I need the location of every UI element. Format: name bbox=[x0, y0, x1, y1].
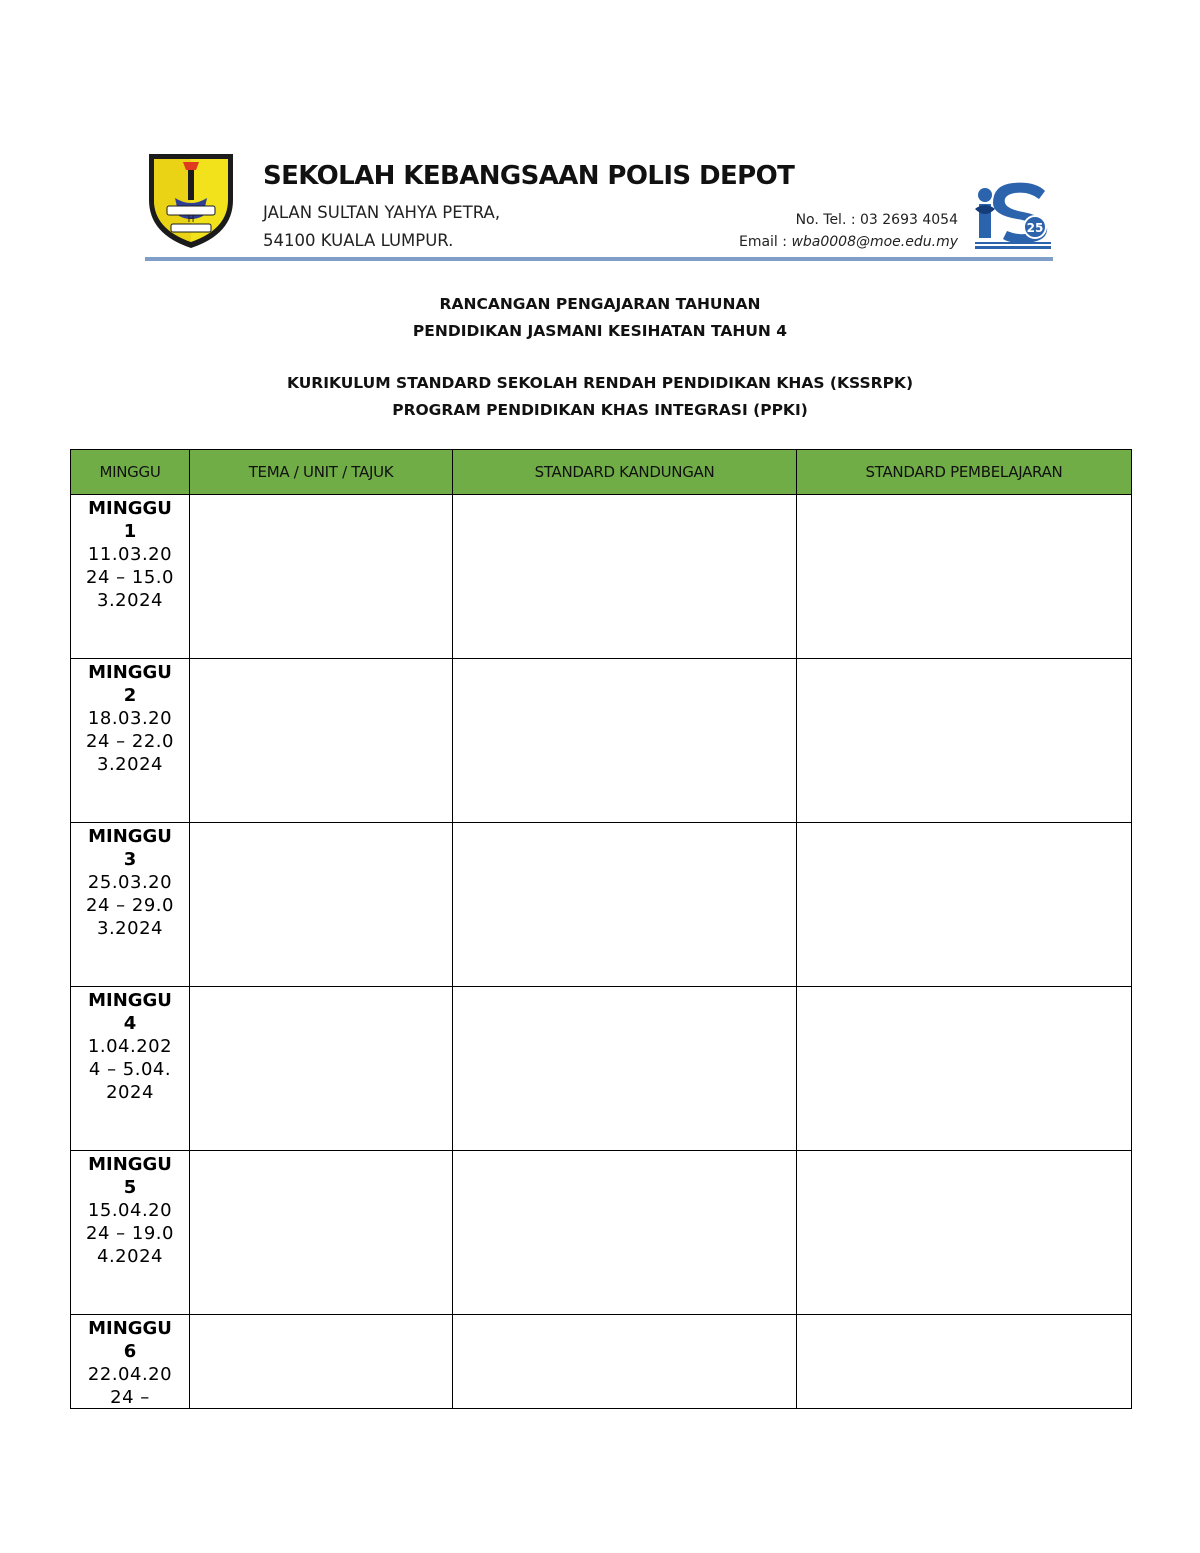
table-row bbox=[71, 495, 1132, 659]
address-line-2: 54100 KUALA LUMPUR. bbox=[263, 231, 454, 250]
week-label: MINGGU 6 bbox=[88, 1318, 172, 1362]
week-cell bbox=[71, 1151, 190, 1315]
tema-cell bbox=[190, 659, 453, 823]
lesson-plan-table bbox=[70, 449, 1132, 1409]
table-row bbox=[71, 823, 1132, 987]
week-cell bbox=[71, 987, 190, 1151]
week-dates: 22.04.2024 – bbox=[87, 1364, 173, 1408]
school-crest-icon bbox=[145, 148, 237, 250]
email-address: wba0008@moe.edu.my bbox=[791, 234, 958, 250]
week-label: MINGGU 3 bbox=[88, 826, 172, 870]
pembelajaran-cell bbox=[797, 1315, 1132, 1409]
table-row bbox=[71, 1151, 1132, 1315]
week-cell bbox=[71, 1315, 190, 1409]
title-curriculum: KURIKULUM STANDARD SEKOLAH RENDAH PENDIDIKAN KHAS (KSSRPK) bbox=[286, 374, 914, 392]
kandungan-cell bbox=[453, 659, 797, 823]
header-standard-kandungan: STANDARD KANDUNGAN bbox=[453, 450, 797, 495]
title-block-1 bbox=[0, 291, 1200, 345]
week-cell-clip bbox=[71, 1317, 189, 1408]
title-subject: PENDIDIKAN JASMANI KESIHATAN TAHUN 4 bbox=[412, 322, 788, 340]
pembelajaran-cell bbox=[797, 1151, 1132, 1315]
letterhead bbox=[145, 145, 1053, 265]
week-dates: 11.03.2024 – 15.03.2024 bbox=[86, 544, 174, 611]
week-cell bbox=[71, 495, 190, 659]
week-label: MINGGU 2 bbox=[88, 662, 172, 706]
week-cell bbox=[71, 659, 190, 823]
table-row bbox=[71, 987, 1132, 1151]
tema-cell bbox=[190, 823, 453, 987]
title-rpt: RANCANGAN PENGAJARAN TAHUNAN bbox=[439, 295, 761, 313]
table-row bbox=[71, 659, 1132, 823]
week-dates: 18.03.2024 – 22.03.2024 bbox=[86, 708, 174, 775]
table-row bbox=[71, 1315, 1132, 1409]
title-block-2 bbox=[0, 370, 1200, 424]
week-cell bbox=[71, 823, 190, 987]
svg-text:25: 25 bbox=[1026, 221, 1044, 235]
email-label: Email : bbox=[738, 234, 792, 250]
ks25-anniversary-logo-icon bbox=[973, 179, 1053, 251]
week-dates: 15.04.2024 – 19.04.2024 bbox=[86, 1200, 174, 1267]
telephone: No. Tel. : 03 2693 4054 bbox=[795, 212, 958, 228]
kandungan-cell bbox=[453, 1315, 797, 1409]
pembelajaran-cell bbox=[797, 495, 1132, 659]
header-standard-pembelajaran: STANDARD PEMBELAJARAN bbox=[797, 450, 1132, 495]
tema-cell bbox=[190, 1315, 453, 1409]
kandungan-cell bbox=[453, 823, 797, 987]
kandungan-cell bbox=[453, 495, 797, 659]
tema-cell bbox=[190, 987, 453, 1151]
week-dates: 1.04.2024 – 5.04.2024 bbox=[87, 1036, 173, 1103]
svg-text:H: H bbox=[187, 215, 195, 225]
pembelajaran-cell bbox=[797, 823, 1132, 987]
header-tema: TEMA / UNIT / TAJUK bbox=[190, 450, 453, 495]
week-label: MINGGU 4 bbox=[88, 990, 172, 1034]
pembelajaran-cell bbox=[797, 987, 1132, 1151]
email-line bbox=[739, 234, 958, 250]
title-program: PROGRAM PENDIDIKAN KHAS INTEGRASI (PPKI) bbox=[392, 401, 808, 419]
school-name: SEKOLAH KEBANGSAAN POLIS DEPOT bbox=[263, 161, 795, 191]
kandungan-cell bbox=[453, 987, 797, 1151]
pembelajaran-cell bbox=[797, 659, 1132, 823]
letterhead-divider bbox=[145, 257, 1053, 261]
week-label: MINGGU 1 bbox=[88, 498, 172, 542]
tema-cell bbox=[190, 1151, 453, 1315]
week-dates: 25.03.2024 – 29.03.2024 bbox=[86, 872, 174, 939]
header-minggu: MINGGU bbox=[71, 450, 190, 495]
kandungan-cell bbox=[453, 1151, 797, 1315]
week-label: MINGGU 5 bbox=[88, 1154, 172, 1198]
tema-cell bbox=[190, 495, 453, 659]
address-line-1: JALAN SULTAN YAHYA PETRA, bbox=[263, 203, 501, 222]
table-header-row bbox=[71, 450, 1132, 495]
